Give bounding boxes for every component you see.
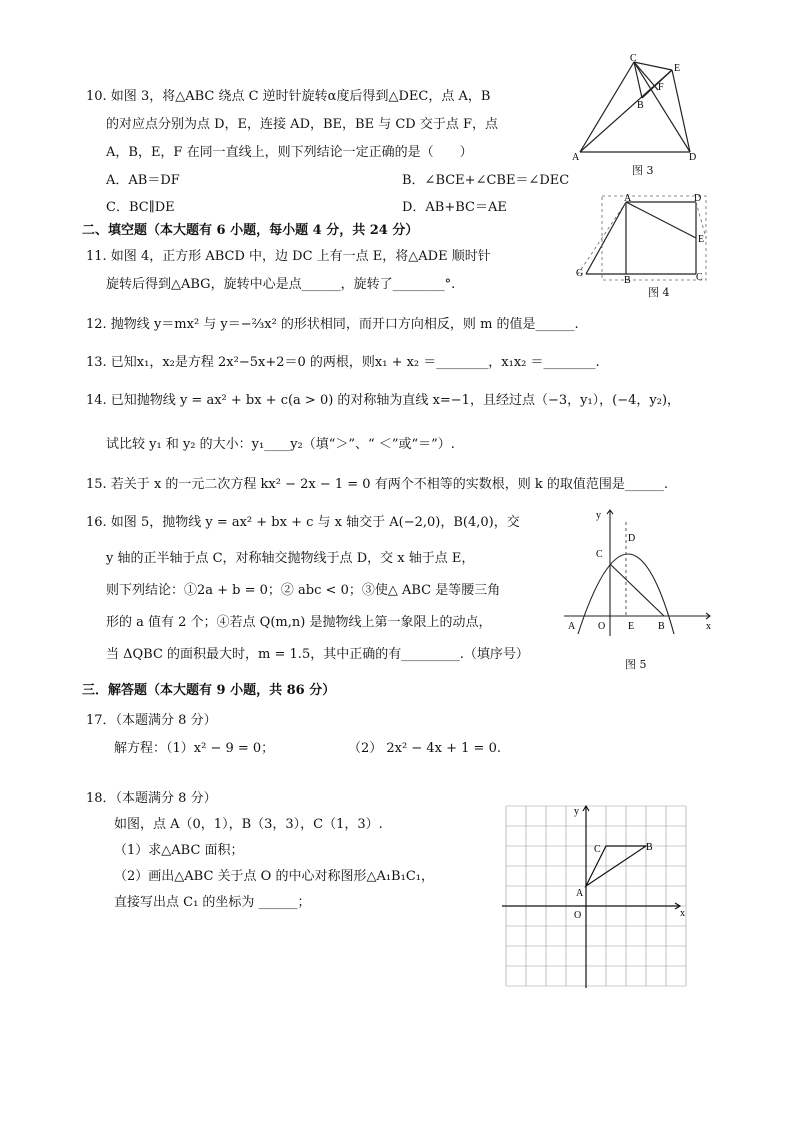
- q10-line-2: 的对应点分别为点 D，E，连接 AD，BE，BE 与 CD 交于点 F，点: [106, 117, 498, 132]
- fig3-label-f: F: [658, 82, 664, 93]
- q15-line-1: 15. 若关于 x 的一元二次方程 kx² − 2x − 1 = 0 有两个不相等的实数根，则 k 的取值范围是______.: [86, 477, 668, 492]
- q18-line-2: （1）求△ABC 面积；: [114, 843, 244, 858]
- fig4-label-b: B: [624, 275, 631, 286]
- grid-label-b: B: [646, 842, 653, 853]
- q12-line-1: 12. 抛物线 y＝mx² 与 y＝−⅔x² 的形状相同，而开口方向相反，则 m 的值是______.: [86, 317, 579, 332]
- fig4-label-d: D: [694, 193, 702, 204]
- fig5-label-e: E: [628, 621, 635, 632]
- fig5-label-o: O: [598, 621, 606, 632]
- q17-part-1: 解方程：（1）x² − 9 = 0；: [114, 741, 275, 756]
- q18-line-3: （2）画出△ABC 关于点 O 的中心对称图形△A₁B₁C₁，: [114, 869, 434, 884]
- q10-option-d: D．AB+BC＝AE: [402, 200, 507, 215]
- q10-option-a: A．AB＝DF: [106, 173, 180, 188]
- q10-option-c: C．BC∥DE: [106, 200, 175, 215]
- fig4-label-g: G: [576, 268, 584, 279]
- grid-label-a: A: [576, 888, 584, 899]
- fig3-label-b: B: [637, 100, 644, 111]
- coordinate-grid: [506, 806, 686, 986]
- section-3-heading: 三．解答题（本大题有 9 小题，共 86 分）: [82, 683, 336, 698]
- q18-line-4: 直接写出点 C₁ 的坐标为 ______；: [114, 895, 311, 910]
- q16-line-3: 则下列结论：①2a + b = 0；② abc < 0；③使△ ABC 是等腰三角: [106, 583, 501, 598]
- grid-label-y: y: [574, 806, 579, 817]
- figure-4-caption: 图 4: [648, 286, 670, 299]
- q10-line-3: A，B，E，F 在同一直线上，则下列结论一定正确的是（ ）: [106, 145, 473, 160]
- fig5-label-x: x: [706, 621, 711, 632]
- figure-5-caption: 图 5: [625, 658, 647, 671]
- q16-line-2: y 轴的正半轴于点 C，对称轴交抛物线于点 D，交 x 轴于点 E，: [106, 551, 475, 566]
- fig3-label-c: C: [630, 53, 637, 64]
- fig5-label-d: D: [628, 533, 636, 544]
- q18-title: 18．（本题满分 8 分）: [86, 791, 217, 806]
- q17-title: 17．（本题满分 8 分）: [86, 713, 217, 728]
- grid-label-o: O: [574, 910, 582, 921]
- q14-line-2: 试比较 y₁ 和 y₂ 的大小：y₁____y₂（填“＞”、“ ＜”或“＝”）.: [106, 437, 455, 452]
- q16-line-4: 形的 a 值有 2 个；④若点 Q(m,n) 是抛物线上第一象限上的动点，: [106, 615, 492, 630]
- fig3-label-d: D: [689, 152, 697, 163]
- fig5-label-y: y: [596, 510, 601, 521]
- figure-grid: [494, 800, 694, 996]
- grid-label-c: C: [594, 844, 601, 855]
- fig4-label-a: A: [624, 193, 632, 204]
- fig5-label-b: B: [658, 621, 665, 632]
- section-2-heading: 二、填空题（本大题有 6 小题，每小题 4 分，共 24 分）: [82, 223, 419, 238]
- figure-5: [560, 504, 720, 644]
- grid-label-x: x: [680, 908, 685, 919]
- fig3-label-a: A: [572, 152, 580, 163]
- figure-3-caption: 图 3: [632, 164, 654, 177]
- fig5-label-c: C: [596, 549, 603, 560]
- fig4-label-c: C: [696, 272, 703, 283]
- q16-line-1: 16. 如图 5，抛物线 y = ax² + bx + c 与 x 轴交于 A(−2,0)，B(4,0)，交: [86, 515, 520, 530]
- q17-part-2: （2） 2x² − 4x + 1 = 0.: [348, 741, 501, 756]
- q10-option-b: B．∠BCE+∠CBE＝∠DEC: [402, 173, 570, 188]
- q11-line-1: 11. 如图 4，正方形 ABCD 中，边 DC 上有一点 E，将△ADE 顺时针: [86, 249, 491, 264]
- q16-line-5: 当 ΔQBC 的面积最大时，m = 1.5，其中正确的有_________.（填序号）: [106, 647, 529, 662]
- q13-line-1: 13. 已知x₁，x₂是方程 2x²−5x+2＝0 的两根，则x₁ + x₂ ＝________，x₁x₂ ＝________.: [86, 355, 600, 370]
- q18-line-1: 如图，点 A（0，1），B（3，3），C（1，3）.: [114, 817, 383, 832]
- figure-4: [572, 192, 712, 288]
- fig5-label-a: A: [568, 621, 576, 632]
- figure-3: [570, 52, 710, 164]
- fig4-label-e: E: [698, 234, 705, 245]
- q14-line-1: 14. 已知抛物线 y = ax² + bx + c(a > 0) 的对称轴为直线 x=−1，且经过点（−3，y₁），(−4，y₂)，: [86, 393, 681, 408]
- q11-line-2: 旋转后得到△ABG，旋转中心是点______，旋转了________°.: [106, 277, 456, 292]
- q10-line-1: 10. 如图 3，将△ABC 绕点 C 逆时针旋转α度后得到△DEC，点 A，B: [86, 89, 491, 104]
- fig3-label-e: E: [674, 63, 681, 74]
